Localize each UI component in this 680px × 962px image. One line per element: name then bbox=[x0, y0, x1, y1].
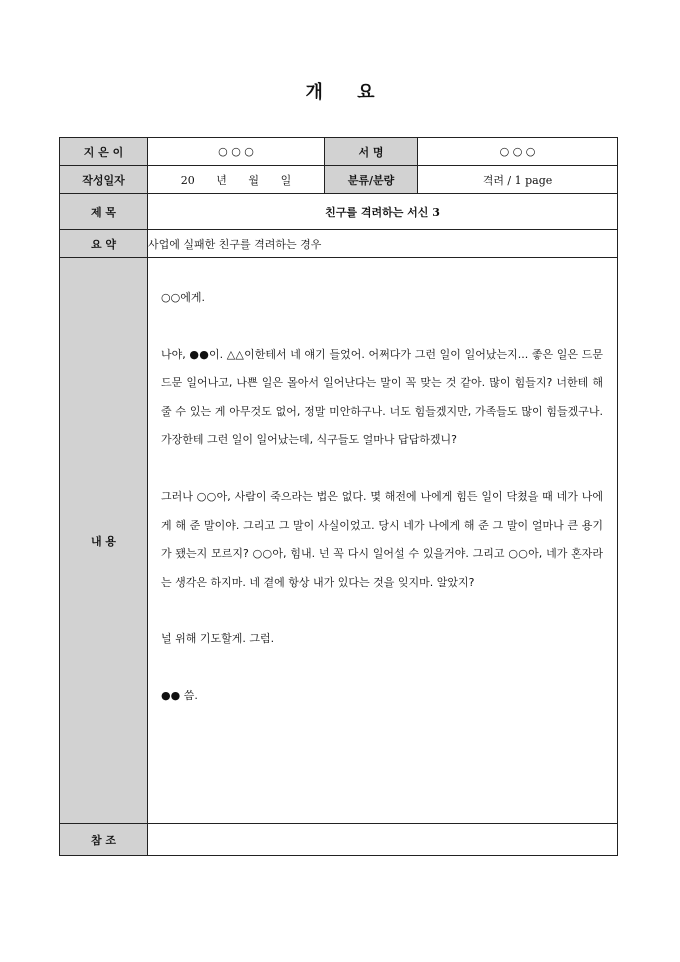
category-label: 분류/분량 bbox=[325, 166, 418, 194]
date-year-unit: 년 bbox=[216, 173, 227, 187]
author-row bbox=[60, 138, 618, 166]
reference-value bbox=[148, 824, 618, 856]
author-label: 지 은 이 bbox=[60, 138, 148, 166]
content-body bbox=[148, 258, 618, 824]
letter-paragraph-1: 나야, ●●이. △△이한테서 네 얘기 들었어. 어쩌다가 그런 일이 일어났는지... 좋은 일은 드문드문 일어나고, 나쁜 일은 몰아서 일어난다는 말이 꼭 맞는 것 같아. 많이 힘들지? 너한테 해줄 수 있는 게 아무것도 없어, 정말 미안하구나. 너도 힘들겠지만, 가족들도 많이 힘들겠구나. 가장한테 그런 일이 일어났는데, 식구들도 얼마나 답답하겠니? bbox=[161, 347, 603, 447]
letter-paragraph-2: 그러나 ○○아, 사람이 죽으라는 법은 없다. 몇 해전에 나에게 힘든 일이 닥쳤을 때 네가 나에게 해 준 말이야. 그리고 그 말이 사실이었고. 당시 네가 나에게 해 준 그 말이 얼마나 큰 용기가 됐는지 모르지? ○○아, 힘내. 넌 꼭 다시 일어설 수 있을거야. 그리고 ○○아, 네가 혼자라는 생각은 하지마. 네 곁에 항상 내가 있다는 것을 잊지마. 알았지? bbox=[161, 489, 603, 589]
content-label: 내 용 bbox=[60, 258, 148, 824]
letter-greeting: ○○에게. bbox=[161, 291, 205, 304]
summary-row bbox=[60, 230, 618, 258]
title-char-1: 개 bbox=[305, 82, 323, 103]
content-row bbox=[60, 258, 618, 824]
document-title bbox=[0, 78, 680, 104]
summary-form-table bbox=[59, 137, 618, 856]
date-label: 작성일자 bbox=[60, 166, 148, 194]
subject-row bbox=[60, 194, 618, 230]
title-char-2: 요 bbox=[357, 82, 375, 103]
letter-prayer: 널 위해 기도할게. 그럼. bbox=[161, 632, 275, 646]
summary-label: 요 약 bbox=[60, 230, 148, 258]
signature-value: ○ ○ ○ bbox=[418, 138, 618, 166]
summary-value: 사업에 실패한 친구를 격려하는 경우 bbox=[148, 230, 618, 258]
date-value bbox=[148, 166, 325, 194]
date-month-unit: 월 bbox=[248, 173, 260, 187]
subject-label: 제 목 bbox=[60, 194, 148, 230]
reference-row bbox=[60, 824, 618, 856]
reference-label: 참 조 bbox=[60, 824, 148, 856]
letter-signoff: ●● 씀. bbox=[161, 688, 198, 702]
date-row bbox=[60, 166, 618, 194]
signature-label: 서 명 bbox=[325, 138, 418, 166]
date-day-unit: 일 bbox=[280, 173, 292, 187]
subject-value: 친구를 격려하는 서신 3 bbox=[148, 194, 618, 230]
date-year: 20 bbox=[180, 173, 195, 187]
category-value: 격려 / 1 page bbox=[418, 166, 618, 194]
author-value: ○ ○ ○ bbox=[148, 138, 325, 166]
